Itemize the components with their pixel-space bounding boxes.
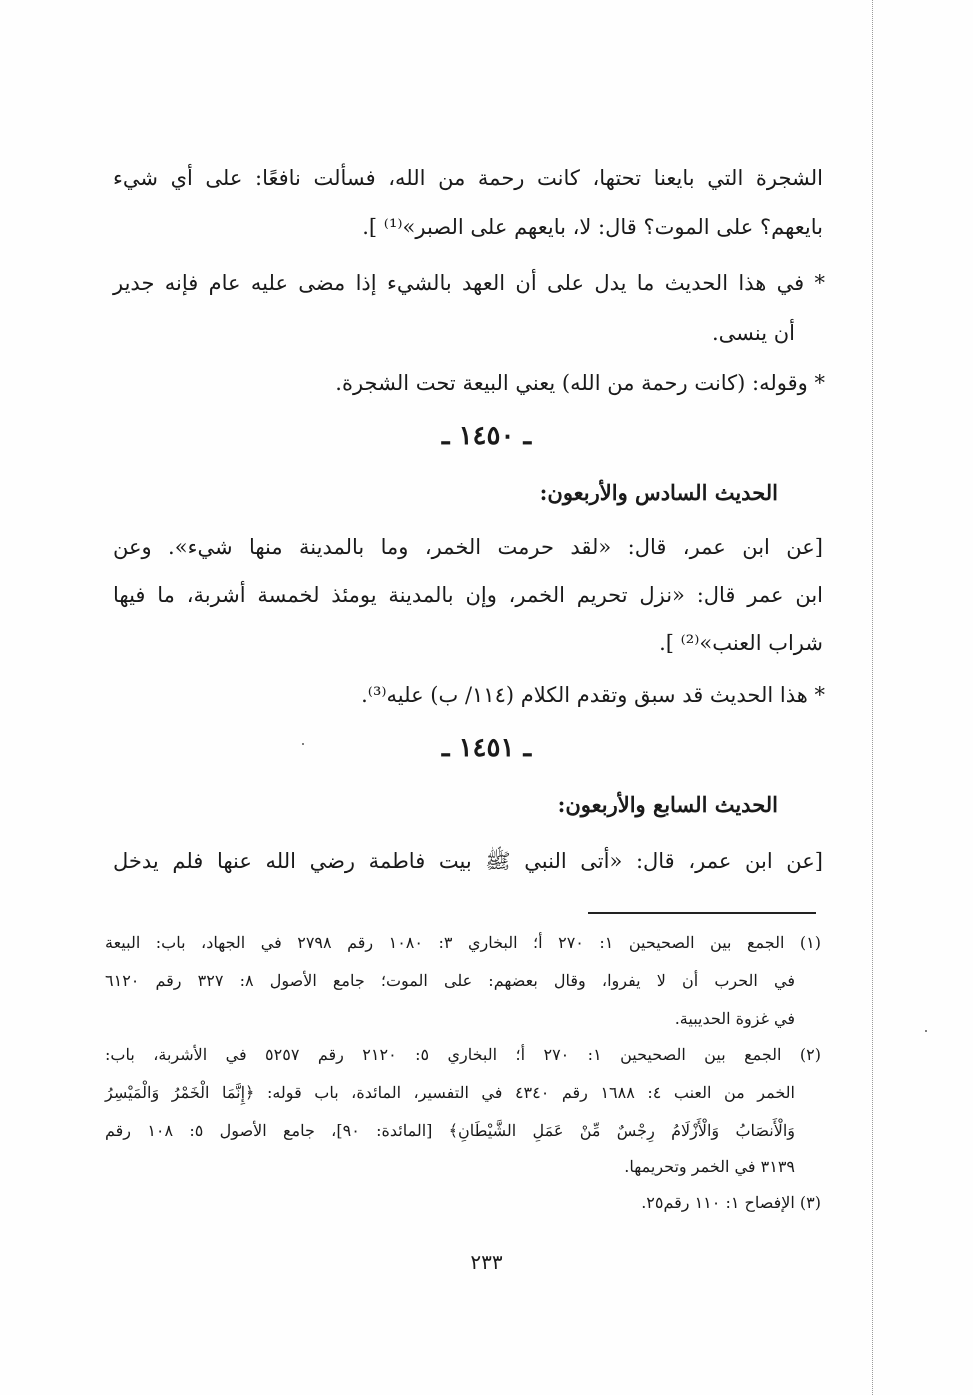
footnote-2-line-2: الخمر من العنب ٤: ١٦٨٨ رقم ٤٣٤٠ في التفسير، المائدة، باب قوله: ﴿إِنَّمَا الْخَمْرُ وَالْمَيْسِرُ <box>105 1083 796 1102</box>
footnote-separator <box>588 912 816 914</box>
commentary-note-2: * وقوله: (كانت رحمة من الله) يعني البيعة تحت الشجرة. <box>335 371 825 395</box>
hadith-46-line-1: [عن ابن عمر، قال: «لقد حرمت الخمر، وما بالمدينة منها شيء». وعن <box>113 535 823 559</box>
footnote-2-line-4: ٣١٣٩ في الخمر وتحريمها. <box>624 1157 795 1176</box>
hadith-heading-47: الحديث السابع والأربعون: <box>557 792 778 817</box>
commentary-note-3: * هذا الحديث قد سبق وتقدم الكلام (١١٤/ ب) عليه⁽³⁾. <box>361 683 825 707</box>
commentary-note-1-line-2: أن ينسى. <box>711 321 795 345</box>
intro-line-2: بايعهم؟ على الموت؟ قال: لا، بايعهم على الصبر»⁽¹⁾ ]. <box>362 215 823 239</box>
scan-speck <box>925 1030 927 1032</box>
hadith-46-line-3: شراب العنب»⁽²⁾ ]. <box>659 631 823 655</box>
page-binding-edge <box>872 0 873 1395</box>
hadith-number-1451: ـ ١٤٥١ ـ <box>441 733 532 763</box>
hadith-heading-46: الحديث السادس والأربعون: <box>539 480 778 505</box>
footnote-1-line-2: في الحرب أن لا يفروا، وقال بعضهم: على الموت؛ جامع الأصول ٨: ٣٢٧ رقم ٦١٢٠ <box>105 971 795 990</box>
footnote-3-line-1: (٣) الإفصاح ١: ١١٠ رقم٢٥. <box>641 1193 821 1212</box>
intro-line-1: الشجرة التي بايعنا تحتها، كانت رحمة من الله، فسألت نافعًا: على أي شيء <box>113 166 823 190</box>
commentary-note-1-line-1: * في هذا الحديث ما يدل على أن العهد بالشيء إذا مضى عليه عام فإنه جدير <box>113 271 825 295</box>
hadith-46-line-2: ابن عمر قال: «نزل تحريم الخمر، وإن بالمدينة يومئذ لخمسة أشربة، ما فيها <box>113 583 823 607</box>
hadith-number-1450: ـ ١٤٥٠ ـ <box>441 421 532 451</box>
footnote-1-line-1: (١) الجمع بين الصحيحين ١: ٢٧٠ أ؛ البخاري ٣: ١٠٨٠ رقم ٢٧٩٨ في الجهاد، باب: البيعة <box>105 933 821 952</box>
footnote-1-line-3: في غزوة الحديبية. <box>674 1009 795 1028</box>
footnote-2-line-3: وَالْأَنصَابُ وَالْأَزْلَامُ رِجْسٌ مِّنْ عَمَلِ الشَّيْطَانِ﴾ [المائدة: ٩٠]، جامع الأصول ٥: ١٠٨ رقم <box>105 1121 796 1140</box>
footnote-2-line-1: (٢) الجمع بين الصحيحين ١: ٢٧٠ أ؛ البخاري ٥: ٢١٢٠ رقم ٥٢٥٧ في الأشربة، باب: <box>105 1045 821 1064</box>
page-number: ٢٣٣ <box>470 1250 503 1274</box>
hadith-47-line-1: [عن ابن عمر، قال: «أتى النبي ﷺ بيت فاطمة رضي الله عنها فلم يدخل <box>113 849 823 873</box>
